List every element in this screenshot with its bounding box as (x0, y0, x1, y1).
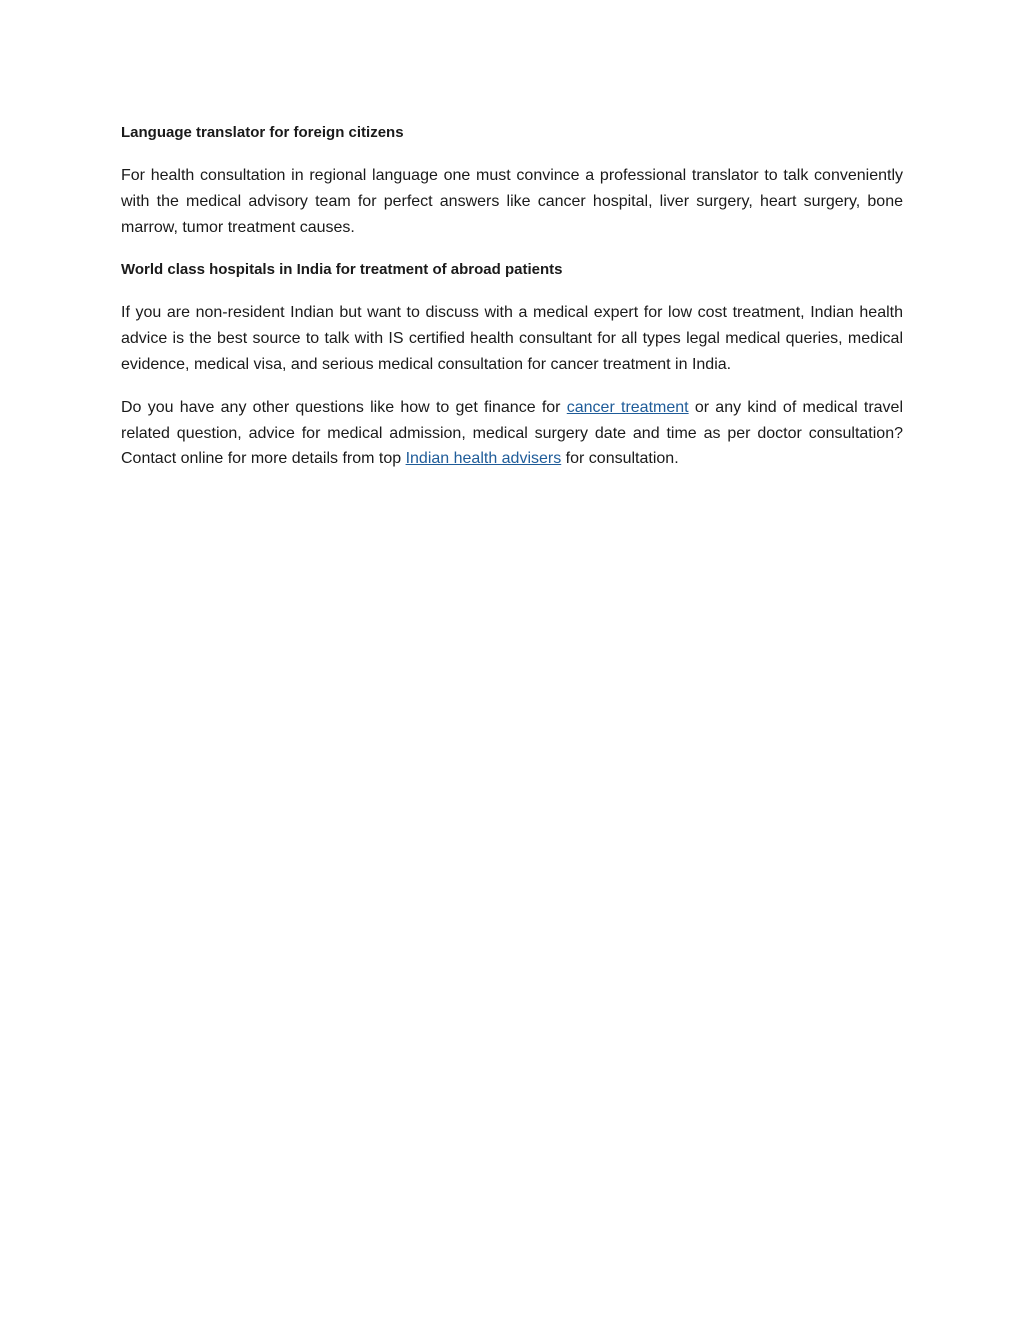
document-page (121, 120, 903, 489)
closing-text-1: Do you have any other questions like how to get finance for (121, 398, 567, 416)
paragraph-world-class-hospitals: If you are non-resident Indian but want to discuss with a medical expert for low cost treatment, Indian health advice is the best source to talk with IS certified health consultant for all types legal medical queries, medical evidence, medical visa, and serious medical consultation for cancer treatment in India. (121, 304, 903, 373)
closing-text-2: or any kind of medical travel related question, advice for medical admission, medical surgery date and time as per doctor consultation? Contact online for more details from top (121, 398, 903, 468)
section-heading-language-translator: Language translator for foreign citizens (121, 124, 404, 141)
cancer-treatment-link[interactable]: cancer treatment (566, 398, 689, 416)
paragraph-closing (121, 395, 903, 472)
closing-text-3: for consultation. (561, 450, 679, 468)
indian-health-advisers-link[interactable]: Indian health advisers (405, 450, 562, 468)
section-heading-world-class-hospitals: World class hospitals in India for treatment of abroad patients (121, 261, 563, 279)
paragraph-language-translator: For health consultation in regional language one must convince a professional translator to talk conveniently with the medical advisory team for perfect answers like cancer hospital, liver surgery, heart surgery, bone marrow, tumor treatment causes. (121, 167, 903, 236)
